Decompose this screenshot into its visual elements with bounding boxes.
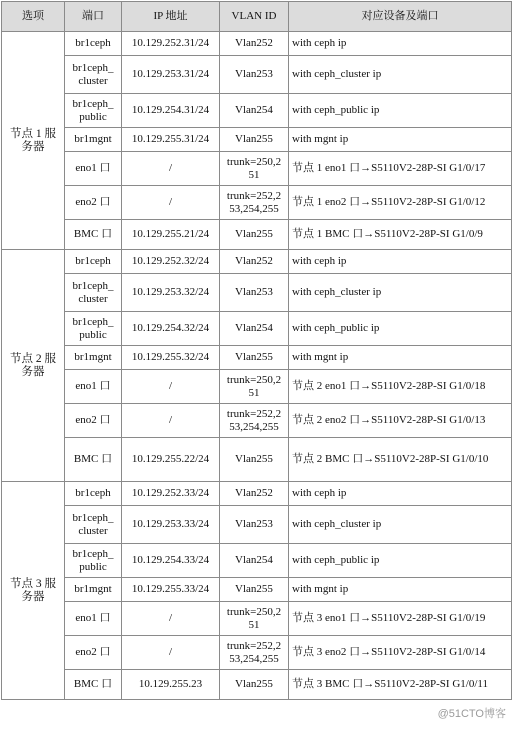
table-row — [2, 404, 512, 438]
table-row — [2, 32, 512, 56]
ip-cell: 10.129.253.32/24 — [122, 274, 220, 312]
device-cell: 节点 2 eno1 口→S5110V2-28P-SI G1/0/18 — [289, 370, 512, 404]
device-cell: 节点 1 eno1 口→S5110V2-28P-SI G1/0/17 — [289, 152, 512, 186]
device-cell: with mgnt ip — [289, 346, 512, 370]
port-cell: br1ceph_ cluster — [65, 56, 122, 94]
vlan-cell: Vlan252 — [220, 32, 289, 56]
header-ip: IP 地址 — [122, 2, 220, 32]
vlan-cell: trunk=250,2 51 — [220, 602, 289, 636]
device-cell: with ceph_public ip — [289, 312, 512, 346]
header-port: 端口 — [65, 2, 122, 32]
port-cell: eno1 口 — [65, 602, 122, 636]
port-cell: eno2 口 — [65, 636, 122, 670]
ip-cell: 10.129.255.21/24 — [122, 220, 220, 250]
device-cell: with ceph_public ip — [289, 544, 512, 578]
table-row — [2, 636, 512, 670]
table-row — [2, 250, 512, 274]
ip-cell: 10.129.255.33/24 — [122, 578, 220, 602]
ip-cell: 10.129.254.32/24 — [122, 312, 220, 346]
ip-cell: 10.129.254.33/24 — [122, 544, 220, 578]
table-row — [2, 370, 512, 404]
header-vlan: VLAN ID — [220, 2, 289, 32]
device-cell: 节点 3 eno1 口→S5110V2-28P-SI G1/0/19 — [289, 602, 512, 636]
port-cell: eno1 口 — [65, 152, 122, 186]
device-cell: with ceph_cluster ip — [289, 274, 512, 312]
ip-cell: 10.129.253.33/24 — [122, 506, 220, 544]
ip-cell: 10.129.252.33/24 — [122, 482, 220, 506]
table-row — [2, 346, 512, 370]
device-cell: with mgnt ip — [289, 578, 512, 602]
header-device: 对应设备及端口 — [289, 2, 512, 32]
port-cell: br1ceph_ cluster — [65, 274, 122, 312]
table-row — [2, 274, 512, 312]
ip-cell: / — [122, 636, 220, 670]
ip-cell: / — [122, 404, 220, 438]
ip-cell: 10.129.255.22/24 — [122, 438, 220, 482]
device-cell: 节点 3 eno2 口→S5110V2-28P-SI G1/0/14 — [289, 636, 512, 670]
ip-cell: / — [122, 602, 220, 636]
node-label: 节点 2 服务器 — [2, 250, 65, 482]
port-cell: br1mgnt — [65, 128, 122, 152]
vlan-cell: Vlan254 — [220, 94, 289, 128]
port-cell: BMC 口 — [65, 670, 122, 700]
device-cell: with ceph ip — [289, 250, 512, 274]
vlan-cell: Vlan253 — [220, 506, 289, 544]
vlan-cell: trunk=252,2 53,254,255 — [220, 186, 289, 220]
header-row — [2, 2, 512, 32]
table-row — [2, 152, 512, 186]
port-cell: BMC 口 — [65, 220, 122, 250]
ip-cell: 10.129.252.32/24 — [122, 250, 220, 274]
vlan-cell: Vlan254 — [220, 312, 289, 346]
device-cell: with ceph_cluster ip — [289, 506, 512, 544]
vlan-cell: trunk=250,2 51 — [220, 370, 289, 404]
table-row — [2, 578, 512, 602]
ip-cell: 10.129.255.31/24 — [122, 128, 220, 152]
vlan-cell: trunk=252,2 53,254,255 — [220, 636, 289, 670]
table-body — [2, 32, 512, 700]
table-row — [2, 482, 512, 506]
ip-cell: 10.129.253.31/24 — [122, 56, 220, 94]
vlan-cell: Vlan255 — [220, 670, 289, 700]
port-cell: br1mgnt — [65, 346, 122, 370]
port-cell: eno2 口 — [65, 186, 122, 220]
node-label: 节点 3 服务器 — [2, 482, 65, 700]
port-cell: eno2 口 — [65, 404, 122, 438]
vlan-cell: trunk=252,2 53,254,255 — [220, 404, 289, 438]
header-section: 选项 — [2, 2, 65, 32]
vlan-cell: Vlan255 — [220, 578, 289, 602]
ip-cell: 10.129.254.31/24 — [122, 94, 220, 128]
port-cell: BMC 口 — [65, 438, 122, 482]
ip-cell: 10.129.255.23 — [122, 670, 220, 700]
device-cell: with mgnt ip — [289, 128, 512, 152]
watermark: @51CTO博客 — [437, 708, 506, 720]
device-cell: 节点 1 BMC 口→S5110V2-28P-SI G1/0/9 — [289, 220, 512, 250]
table-row — [2, 56, 512, 94]
table-row — [2, 186, 512, 220]
ip-cell: 10.129.252.31/24 — [122, 32, 220, 56]
ip-cell: / — [122, 152, 220, 186]
port-cell: br1ceph — [65, 482, 122, 506]
vlan-cell: trunk=250,2 51 — [220, 152, 289, 186]
device-cell: with ceph ip — [289, 482, 512, 506]
vlan-cell: Vlan253 — [220, 56, 289, 94]
port-cell: br1ceph — [65, 250, 122, 274]
table-row — [2, 128, 512, 152]
port-cell: br1ceph_ public — [65, 544, 122, 578]
table-row — [2, 544, 512, 578]
port-cell: br1ceph — [65, 32, 122, 56]
vlan-cell: Vlan252 — [220, 250, 289, 274]
ip-cell: / — [122, 370, 220, 404]
vlan-cell: Vlan255 — [220, 346, 289, 370]
port-cell: eno1 口 — [65, 370, 122, 404]
device-cell: 节点 1 eno2 口→S5110V2-28P-SI G1/0/12 — [289, 186, 512, 220]
table-row — [2, 220, 512, 250]
port-cell: br1mgnt — [65, 578, 122, 602]
table-row — [2, 670, 512, 700]
vlan-cell: Vlan252 — [220, 482, 289, 506]
device-cell: with ceph ip — [289, 32, 512, 56]
vlan-cell: Vlan255 — [220, 128, 289, 152]
port-cell: br1ceph_ public — [65, 94, 122, 128]
port-cell: br1ceph_ public — [65, 312, 122, 346]
device-cell: 节点 3 BMC 口→S5110V2-28P-SI G1/0/11 — [289, 670, 512, 700]
device-cell: 节点 2 BMC 口→S5110V2-28P-SI G1/0/10 — [289, 438, 512, 482]
device-cell: with ceph_cluster ip — [289, 56, 512, 94]
table-row — [2, 94, 512, 128]
vlan-cell: Vlan253 — [220, 274, 289, 312]
device-cell: with ceph_public ip — [289, 94, 512, 128]
table-row — [2, 438, 512, 482]
vlan-cell: Vlan254 — [220, 544, 289, 578]
table-row — [2, 602, 512, 636]
table-row — [2, 312, 512, 346]
vlan-cell: Vlan255 — [220, 438, 289, 482]
network-table — [1, 1, 512, 700]
device-cell: 节点 2 eno2 口→S5110V2-28P-SI G1/0/13 — [289, 404, 512, 438]
ip-cell: 10.129.255.32/24 — [122, 346, 220, 370]
port-cell: br1ceph_ cluster — [65, 506, 122, 544]
table-row — [2, 506, 512, 544]
ip-cell: / — [122, 186, 220, 220]
node-label: 节点 1 服务器 — [2, 32, 65, 250]
vlan-cell: Vlan255 — [220, 220, 289, 250]
